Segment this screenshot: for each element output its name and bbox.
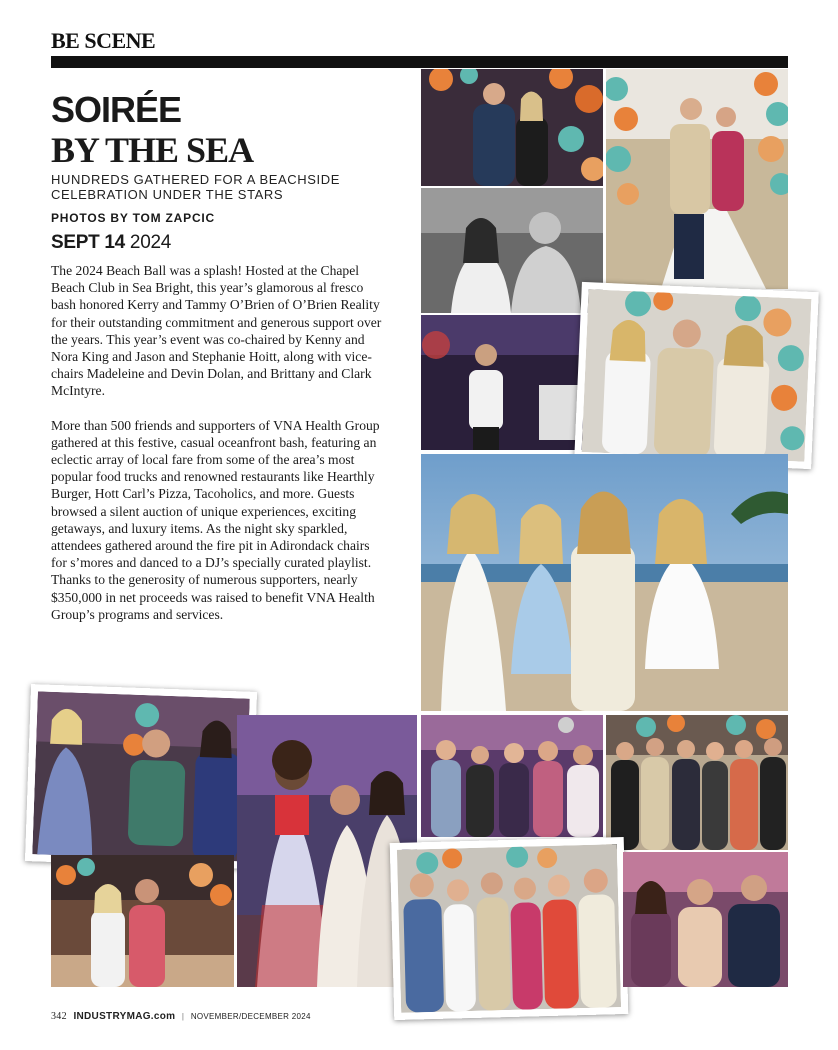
photo-speaker-stage <box>421 315 583 450</box>
page-number: 342 <box>51 1011 67 1022</box>
headline <box>51 89 411 170</box>
photo-framed-three-guests <box>25 684 257 869</box>
headline-line-2: BY THE SEA <box>51 130 254 170</box>
top-rule <box>51 56 788 68</box>
publication-name: INDUSTRYMAG.com <box>73 1011 176 1022</box>
event-date-year: 2024 <box>129 232 171 253</box>
footer-separator: | <box>181 1012 185 1021</box>
photo-bw-couple <box>421 188 603 313</box>
photo-group-women-purple <box>421 715 603 837</box>
photo-couple-palms <box>51 855 234 987</box>
headline-line-1: SOIRÉE <box>51 89 182 130</box>
paragraph: More than 500 friends and supporters of VNA Health Group gathered at this festive, casual oceanfront bash, featuring an eclectic array of local fare from some of the area’s most popular food trucks and renowned restaurants like Hearthly Burger, Hott Carl’s Pizza, Tacoholics, and more. Guests browsed a silent auction of unique experiences, exciting getaways, and luxury items. As the night sky sparkled, attendees gathered around the fire pit in Adirondack chairs for s’mores and danced to a DJ’s specially curated playlist. Thanks to the generosity of numerous supporters, nearly $350,000 in net proceeds was raised to benefit VNA Health Group’s programs and services. <box>51 417 380 622</box>
photo-group-balloon-arch <box>606 715 788 850</box>
issue-date: NOVEMBER/DECEMBER 2024 <box>190 1012 311 1021</box>
photo-three-guests-party <box>623 852 788 987</box>
photo-credit: PHOTOS BY TOM ZAPCIC <box>51 211 216 225</box>
event-date-day: SEPT 14 <box>51 232 125 253</box>
paragraph: The 2024 Beach Ball was a splash! Hosted at the Chapel Beach Club in Sea Bright, this year’s glamorous al fresco bash honored Kerry and Tammy O’Brien of O’Brien Reality for their outstanding commitment and generous support over the years. This year’s event was co-chaired by Kenny and Nora King and Jason and Stephanie Hoitt, along with vice-chairs Madeleine and Devin Dolan, and Brittany and Clark McIntyre. <box>51 263 382 399</box>
section-title: BE SCENE <box>51 28 156 53</box>
article-body <box>51 262 385 640</box>
photo-four-women-beach <box>421 454 788 711</box>
photo-couple-balloons <box>421 69 603 186</box>
event-date <box>51 232 171 254</box>
photo-framed-group-six <box>390 837 629 1020</box>
photo-framed-trio-balloons <box>574 282 818 469</box>
page-footer <box>51 1011 311 1022</box>
deck: HUNDREDS GATHERED FOR A BEACHSIDE CELEBRATION UNDER THE STARS <box>51 172 340 202</box>
photo-balloon-arch-couple <box>606 69 788 289</box>
